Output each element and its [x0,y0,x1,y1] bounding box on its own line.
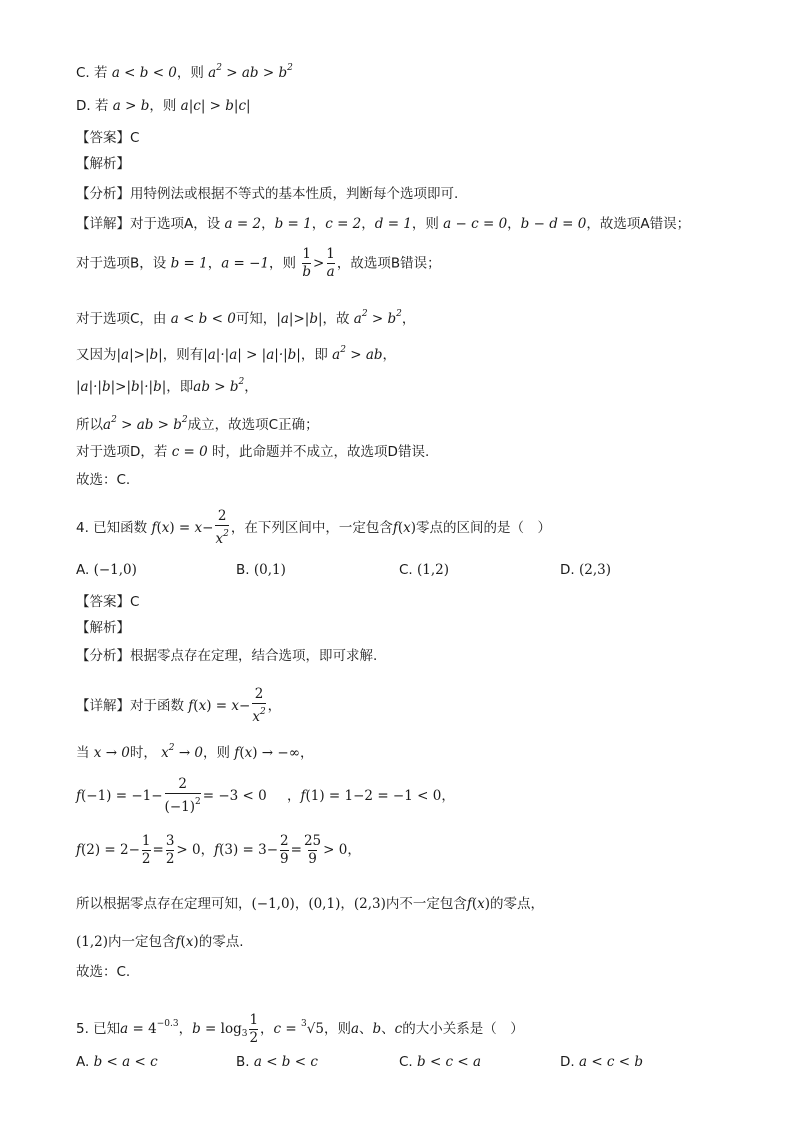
conclusion-line-1: 所以根据零点存在定理可知，(−1,0)，(0,1)，(2,3)内不一定包含f(x)的零点， [76,896,545,912]
option-c-line: C. 若 a < b < 0，则 $a^2$ > ab > $b^2$ [76,63,293,81]
detail-text: 的零点. [198,934,244,950]
fenxi-text: 【分析】用特例法或根据不等式的基本性质，判断每个选项即可. [76,186,459,202]
fraction: $\frac{1}{2}$ [249,1011,259,1046]
detail-text: ，则 [411,216,439,232]
detail-text: 【详解】对于函数 [76,698,184,714]
detail-text: 对于选项C，由 [76,311,167,327]
math: $a^2$ > ab > $b^2$ [203,63,293,81]
q5-option-d[interactable] [560,1052,643,1072]
detail-text: ，即 [166,379,194,395]
option-letter: D. [560,1054,575,1070]
detail-b-line: 对于选项B，设 b = 1，a = −1，则 $\frac{1}{b}$ > $\frac{1}{a}$ ，故选项B错误； [76,246,441,280]
detail-text: ，在下列区间中，一定包含 [230,520,393,536]
math: $a^2$ > ab > $b^2$ [103,415,188,433]
guxuan-1: 故选：C. [76,472,131,488]
analysis-label-2: 【解析】 [76,620,130,636]
detail-text: ，故选项B错误； [336,255,441,272]
fraction: $\frac{2}{x^2}$ [215,508,229,547]
option-letter: C. [399,562,413,578]
math: |a|·|a| > |a|·|b| [203,347,301,363]
fraction: $\frac{1}{2}$ [141,832,151,867]
math: |a|>|b| [116,347,163,363]
math: |a|·|b|>|b|·|b| [76,379,167,395]
option-value: a < c < b [578,1054,644,1070]
math: f [151,520,157,536]
math: b − d = 0 [520,216,587,232]
detail-text: ，即 [300,347,328,363]
option-value: b < a < c [93,1054,158,1070]
detail-text: 【详解】对于选项A，设 [76,216,221,232]
conclusion-line-2: (1,2)内一定包含f(x)的零点. [76,934,244,950]
fraction: $\frac{2}{9}$ [280,832,289,867]
option-c-label: C. 若 [76,65,108,81]
detail-text: 所以根据零点存在定理可知， [76,896,252,912]
detail-2-line: 【详解】对于函数 f(x) = x− $\frac{2}{x^2}$ ， [76,686,282,725]
fraction: $\frac{3}{2}$ [165,832,175,867]
guxuan-2: 故选：C. [76,964,131,980]
option-value: (−1,0) [93,562,137,578]
detail-d-line [76,442,429,462]
answer-label-2: 【答案】C [76,594,140,610]
q5-option-b[interactable] [236,1052,318,1072]
math: c = 2 [325,216,362,232]
fenxi-text-2: 【分析】根据零点存在定理，结合选项，即可求解. [76,648,378,664]
answer-label: 【答案】C [76,130,140,146]
math: b = 1 [170,255,208,272]
option-letter: A. [76,562,90,578]
detail-text: 又因为 [76,347,117,363]
suoyi-line [76,410,319,435]
math: a = 2 [224,216,262,232]
detail-text: 成立，故选项C正确； [187,417,319,433]
limit-line: 当 x → 0时， $x^2 \to 0$，则 f(x) → −∞， [76,743,314,761]
detail-text: ，则 [323,1021,351,1037]
math: $a^2$ > ab [327,345,383,363]
math: a < b < 0 [170,311,236,327]
detail-text: ，则有 [162,347,204,363]
question-number: 4. 已知函数 [76,520,148,536]
math: ab > $b^2$ [193,377,245,395]
option-d-line: D. 若 a > b，则 a|c| > b|c| [76,98,251,114]
option-value: a < b < c [253,1054,318,1070]
option-letter: D. [560,562,575,578]
q4-option-b[interactable] [236,560,286,580]
option-value: (1,2) [417,562,450,578]
option-letter: B. [236,562,250,578]
question-number: 5. 已知 [76,1021,121,1037]
math: a − c = 0 [438,216,508,232]
detail-a-line: 【详解】对于选项A，设 a = 2，b = 1，c = 2，d = 1，则 a − c = 0，b − d = 0，故选项A错误； [76,216,691,232]
fraction: $\frac{2}{(-1)^2}$ [164,776,201,815]
math: c = 0 [167,444,213,460]
math: $a^2 > b^2$ [349,309,402,327]
math: |a|>|b| [276,311,323,327]
option-d-label: D. 若 [76,98,109,114]
detail-text: 零点的区间的是（ ） [416,520,552,536]
math: a > b [112,98,150,114]
q4-option-c[interactable] [399,560,449,580]
detail-text: 所以 [76,417,103,433]
detail-text: 对于选项B，设 [76,255,167,272]
q4-option-a[interactable] [76,560,137,580]
detail-text: 当 [76,745,90,761]
fraction: $\frac{25}{9}$ [303,832,322,867]
q5-option-c[interactable] [399,1052,481,1072]
fraction: $\frac{2}{x^2}$ [252,686,266,725]
option-letter: C. [399,1054,413,1070]
fraction: $\frac{1}{b}$ [302,246,311,280]
detail-text: 时， [129,745,157,761]
option-value: (0,1) [253,562,286,578]
q5-stem: 5. 已知$a = 4^{-0.3}$，$b = \log_3$ $\frac{1}{2}$ ，c = $^3$√5，则a、b、c的大小关系是（ ） [76,1011,524,1046]
detail-text: 的大小关系是（ ） [402,1021,524,1037]
detail-text: 可知， [235,311,277,327]
detail-text: ，故 [322,311,350,327]
eval-line-2: f(2) = 2− $\frac{1}{2}$ = $\frac{3}{2}$ > 0，f(3) = 3− $\frac{2}{9}$ = $\frac{25}{9}$ > 0， [76,832,361,867]
math: a|c| > b|c| [176,98,251,114]
option-letter: B. [236,1054,250,1070]
math: a = −1 [221,255,270,272]
youyin-line: 又因为|a|>|b|，则有|a|·|a| > |a|·|b|，即 $a^2$ > ab， [76,345,397,363]
analysis-label: 【解析】 [76,156,130,172]
option-value: b < c < a [417,1054,482,1070]
option-value: (2,3) [578,562,611,578]
detail-text: 的零点， [490,896,545,912]
ji-line: |a|·|b|>|b|·|b|，即ab > $b^2$， [76,377,258,395]
q4-option-d[interactable] [560,560,611,580]
detail-text: 内不一定包含 [385,896,467,912]
math: d = 1 [374,216,412,232]
q5-option-a[interactable] [76,1052,158,1072]
detail-c-line: 对于选项C，由 a < b < 0可知，|a|>|b|，故 $a^2 > b^2$， [76,309,416,327]
math: a < b < 0 [111,65,177,81]
detail-text: 对于选项D，若 [76,444,168,460]
eval-line-1: f(−1) = −1− $\frac{2}{(-1)^2}$ = −3 < 0 ，f(1) = 1−2 = −1 < 0， [76,776,455,815]
detail-text: 时，此命题并不成立，故选项D错误. [212,444,430,460]
math: b = 1 [274,216,312,232]
detail-text: 内一定包含 [108,934,176,950]
q4-stem: 4. 已知函数 f(x) = x− $\frac{2}{x^2}$ ，在下列区间中，一定包含f(x)零点的区间的是（ ） [76,508,552,547]
fraction: $\frac{1}{a}$ [326,246,335,280]
option-letter: A. [76,1054,90,1070]
detail-text: ，故选项A错误； [586,216,691,232]
